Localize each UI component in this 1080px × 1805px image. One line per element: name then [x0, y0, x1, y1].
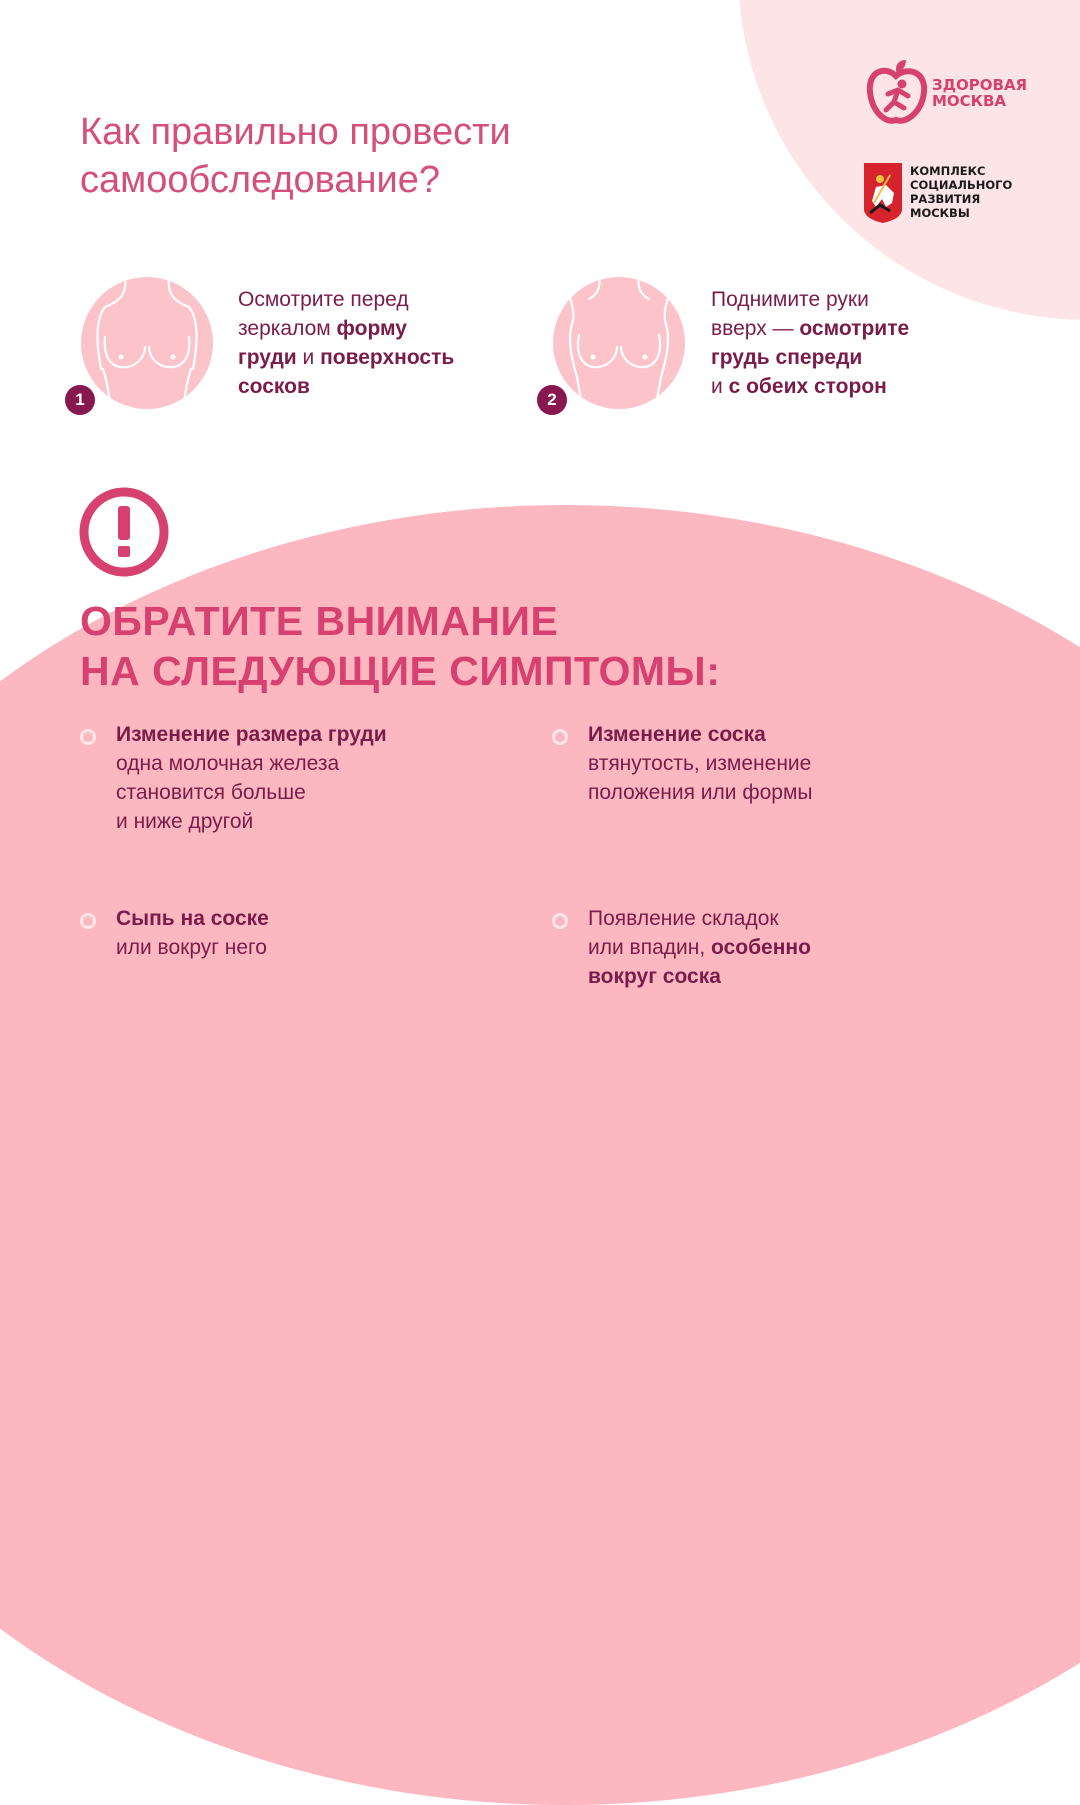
bullet-icon — [552, 913, 568, 929]
symptoms-heading: ОБРАТИТЕ ВНИМАНИЕ НА СЛЕДУЮЩИЕ СИМПТОМЫ: — [80, 598, 721, 694]
step-1-badge: 1 — [65, 385, 95, 415]
step-1-text: Осмотрите перед зеркалом форму груди и поверхность сосков — [238, 288, 455, 398]
kompleks-logo: КОМПЛЕКС СОЦИАЛЬНОГО РАЗВИТИЯ МОСКВЫ — [864, 163, 1012, 223]
step-2-badge: 2 — [537, 385, 567, 415]
apple-runner-icon — [864, 58, 928, 128]
exclamation-circle-icon — [78, 486, 170, 578]
zdorovaya-moskva-logo: ЗДОРОВАЯ МОСКВА — [864, 58, 1027, 128]
torso-front-illustration — [81, 277, 213, 409]
bullet-icon — [552, 729, 568, 745]
step-2-text: Поднимите руки вверх — осмотрите грудь спереди и с обеих сторон — [711, 288, 910, 398]
moscow-coat-of-arms-icon — [864, 163, 902, 223]
bullet-icon — [80, 913, 96, 929]
page-title: Как правильно провести самообследование? — [80, 111, 511, 201]
background-bottom-shape — [0, 505, 1080, 1805]
bullet-icon — [80, 729, 96, 745]
torso-arms-up-illustration — [553, 277, 685, 409]
background-top-circle — [738, 0, 1080, 320]
